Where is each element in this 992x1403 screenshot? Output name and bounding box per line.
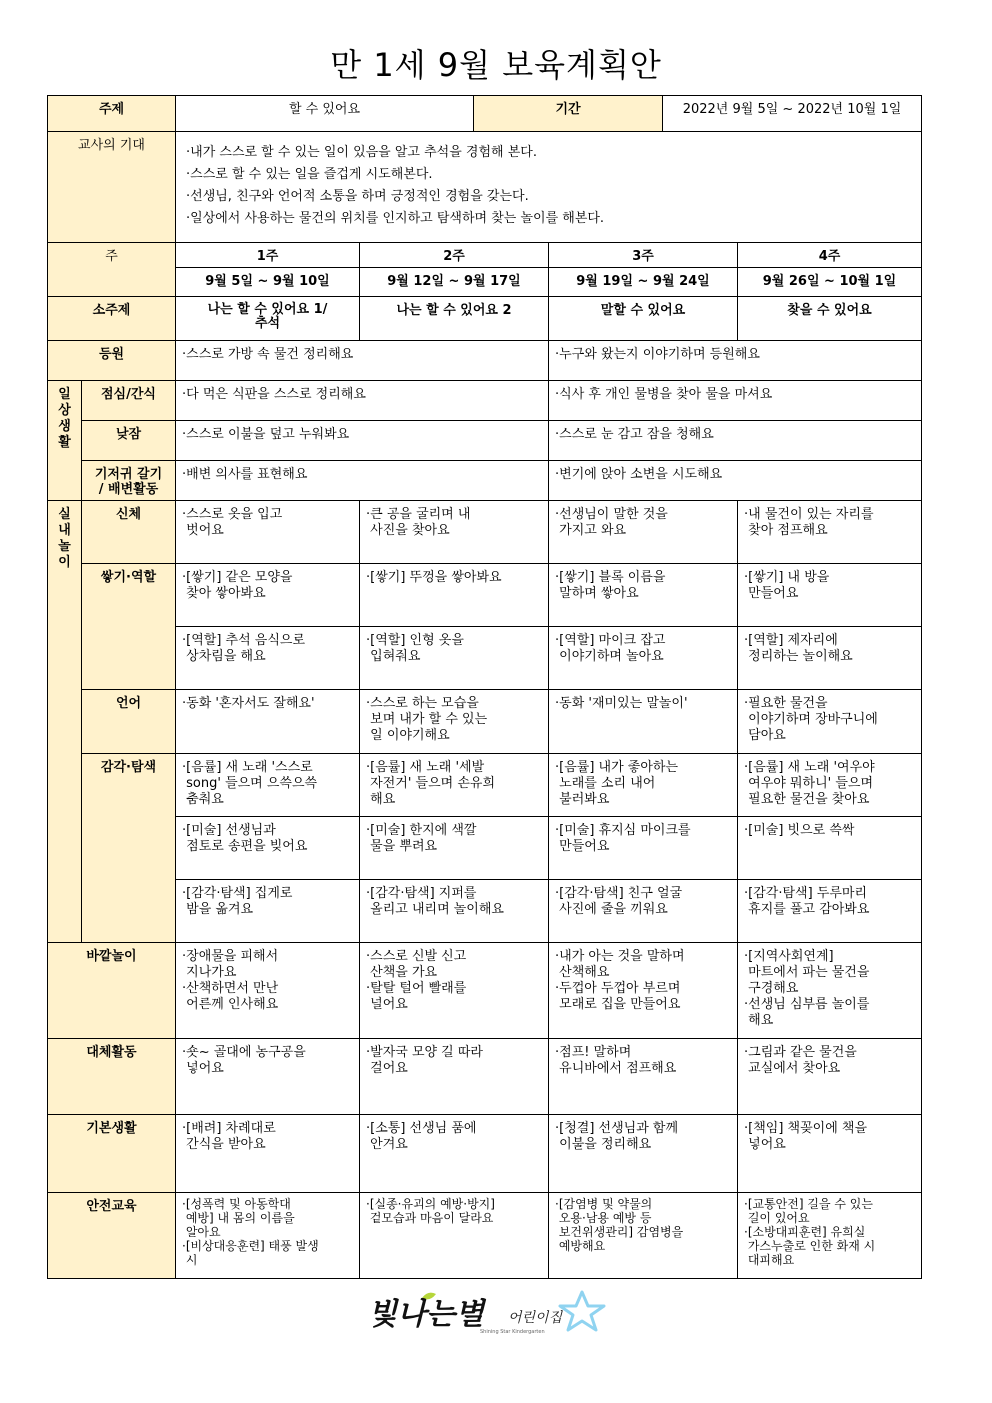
nap-1: ·스스로 이불을 덮고 누워봐요 (176, 420, 549, 460)
language-row (48, 690, 922, 753)
safety-1: ·[성폭력 및 아동학대 예방] 내 몸의 이름을 알아요 ·[비상대응훈련] 태풍 발생 시 (176, 1192, 360, 1278)
block-3: ·[쌓기] 블록 이름을 말하며 쌓아요 (549, 564, 738, 627)
role-2: ·[역할] 인형 옷을 입혀줘요 (360, 627, 549, 690)
teacher-label: 교사의 기대 (48, 132, 176, 243)
period-label: 기간 (474, 96, 663, 132)
physical-2: ·큰 공을 굴리며 내 사진을 찾아요 (360, 500, 549, 563)
art-2: ·[미술] 한지에 색깔 물을 뿌려요 (360, 816, 549, 879)
alternate-row (48, 1039, 922, 1115)
subtheme-label: 소주제 (48, 297, 176, 340)
art-4: ·[미술] 빗으로 쓱싹 (738, 816, 922, 879)
music-row (48, 753, 922, 816)
explore-2: ·[감각·탐색] 지퍼를 올리고 내리며 놀이해요 (360, 879, 549, 942)
subtheme-3: 말할 수 있어요 (549, 297, 738, 340)
art-row (48, 816, 922, 879)
art-3: ·[미술] 휴지심 마이크를 만들어요 (549, 816, 738, 879)
sensory-label: 감각·탐색 (82, 753, 176, 942)
diaper-1: ·배변 의사를 표현해요 (176, 460, 549, 500)
basic-2: ·[소통] 선생님 품에 안겨요 (360, 1115, 549, 1192)
arrival-1: ·스스로 가방 속 물건 정리해요 (176, 340, 549, 380)
nap-2: ·스스로 눈 감고 잠을 청해요 (549, 420, 922, 460)
block-role-label: 쌓기·역할 (82, 564, 176, 690)
week-1: 1주 (176, 243, 360, 268)
subtheme-4: 찾을 수 있어요 (738, 297, 922, 340)
role-3: ·[역할] 마이크 잡고 이야기하며 놀아요 (549, 627, 738, 690)
block-4: ·[쌓기] 내 방을 만들어요 (738, 564, 922, 627)
outdoor-row (48, 943, 922, 1039)
expectation-item: ·스스로 할 수 있는 일을 즐겁게 시도해본다. (186, 167, 433, 183)
week-dates-row (48, 268, 922, 297)
music-1: ·[음률] 새 노래 '스스로 song' 들으며 으쓱으쓱 춤춰요 (176, 753, 360, 816)
expectation-item: ·내가 스스로 할 수 있는 일이 있음을 알고 추석을 경험해 본다. (186, 145, 537, 161)
safety-4: ·[교통안전] 길을 수 있는 길이 있어요 ·[소방대피훈련] 유희실 가스누출로 인한 화재 시 대피해요 (738, 1192, 922, 1278)
basic-label: 기본생활 (48, 1115, 176, 1192)
explore-row (48, 879, 922, 942)
arrival-row (48, 340, 922, 380)
alternate-label: 대체활동 (48, 1039, 176, 1115)
nap-label: 낮잠 (82, 420, 176, 460)
lunch-label: 점심/간식 (82, 380, 176, 420)
lunch-1: ·다 먹은 식판을 스스로 정리해요 (176, 380, 549, 420)
theme-row (48, 96, 922, 132)
music-2: ·[음률] 새 노래 '세발 자전거' 들으며 손유희 해요 (360, 753, 549, 816)
outdoor-label: 바깥놀이 (48, 943, 176, 1039)
theme-value: 할 수 있어요 (176, 96, 474, 132)
logo-name: 빛나는별 (368, 1297, 484, 1332)
outdoor-4: ·[지역사회연계] 마트에서 파는 물건을 구경해요 ·선생님 심부름 놀이를 해요 (738, 943, 922, 1039)
nap-row (48, 420, 922, 460)
block-1: ·[쌓기] 같은 모양을 찾아 쌓아봐요 (176, 564, 360, 627)
outdoor-3: ·내가 아는 것을 말하며 산책해요 ·두껍아 두껍아 부르며 모래로 집을 만들어요 (549, 943, 738, 1039)
kindergarten-logo (360, 1288, 630, 1336)
music-4: ·[음률] 새 노래 '여우야 여우야 뭐하니' 들으며 필요한 물건을 찾아요 (738, 753, 922, 816)
language-label: 언어 (82, 690, 176, 753)
lunch-2: ·식사 후 개인 물병을 찾아 물을 마셔요 (549, 380, 922, 420)
safety-3: ·[감염병 및 약물의 오용·남용 예방 등 보건위생관리] 감염병을 예방해요 (549, 1192, 738, 1278)
indoor-play-label: 실내놀이 (48, 500, 82, 942)
role-row (48, 627, 922, 690)
diaper-2: ·변기에 앉아 소변을 시도해요 (549, 460, 922, 500)
explore-3: ·[감각·탐색] 친구 얼굴 사진에 줄을 끼워요 (549, 879, 738, 942)
outdoor-2: ·스스로 신발 신고 산책을 가요 ·탈탈 털어 빨래를 널어요 (360, 943, 549, 1039)
explore-4: ·[감각·탐색] 두루마리 휴지를 풀고 감아봐요 (738, 879, 922, 942)
expectation-item: ·일상에서 사용하는 물건의 위치를 인지하고 탐색하며 찾는 놀이를 해본다. (186, 211, 605, 227)
daily-life-label: 일상생활 (48, 380, 82, 500)
alternate-3: ·점프! 말하며 유니바에서 점프해요 (549, 1039, 738, 1115)
role-4: ·[역할] 제자리에 정리하는 놀이해요 (738, 627, 922, 690)
basic-3: ·[청결] 선생님과 함께 이불을 정리해요 (549, 1115, 738, 1192)
language-2: ·스스로 하는 모습을 보며 내가 할 수 있는 일 이야기해요 (360, 690, 549, 753)
logo-english: Shining Star Kindergarten (480, 1329, 545, 1335)
logo-suffix: 어린이집 (508, 1310, 563, 1326)
diaper-row (48, 460, 922, 500)
week-2-dates: 9월 12일 ~ 9월 17일 (360, 268, 549, 297)
subtheme-2: 나는 할 수 있어요 2 (360, 297, 549, 340)
subtheme-row (48, 297, 922, 340)
basic-1: ·[배려] 차례대로 간식을 받아요 (176, 1115, 360, 1192)
teacher-expectations (176, 132, 922, 243)
basic-4: ·[책임] 책꽂이에 책을 넣어요 (738, 1115, 922, 1192)
week-4: 4주 (738, 243, 922, 268)
language-1: ·동화 '혼자서도 잘해요' (176, 690, 360, 753)
physical-label: 신체 (82, 500, 176, 563)
explore-1: ·[감각·탐색] 집게로 밤을 옮겨요 (176, 879, 360, 942)
role-1: ·[역할] 추석 음식으로 상차림을 해요 (176, 627, 360, 690)
week-4-dates: 9월 26일 ~ 10월 1일 (738, 268, 922, 297)
teacher-row (48, 132, 922, 243)
page-title: 만 1세 9월 보육계획안 (330, 46, 662, 84)
expectation-item: ·선생님, 친구와 언어적 소통을 하며 긍정적인 경험을 갖는다. (186, 189, 529, 205)
week-2: 2주 (360, 243, 549, 268)
week-1-dates: 9월 5일 ~ 9월 10일 (176, 268, 360, 297)
basic-row (48, 1115, 922, 1192)
diaper-label: 기저귀 갈기 / 배변활동 (82, 460, 176, 500)
physical-3: ·선생님이 말한 것을 가지고 와요 (549, 500, 738, 563)
alternate-1: ·숏~ 골대에 농구공을 넣어요 (176, 1039, 360, 1115)
week-3-dates: 9월 19일 ~ 9월 24일 (549, 268, 738, 297)
physical-1: ·스스로 옷을 입고 벗어요 (176, 500, 360, 563)
alternate-4: ·그림과 같은 물건을 교실에서 찾아요 (738, 1039, 922, 1115)
block-2: ·[쌓기] 뚜껑을 쌓아봐요 (360, 564, 549, 627)
outdoor-1: ·장애물을 피해서 지나가요 ·산책하면서 만난 어른께 인사해요 (176, 943, 360, 1039)
week-3: 3주 (549, 243, 738, 268)
language-3: ·동화 '재미있는 말놀이' (549, 690, 738, 753)
music-3: ·[음률] 내가 좋아하는 노래를 소리 내어 불러봐요 (549, 753, 738, 816)
physical-row (48, 500, 922, 563)
art-1: ·[미술] 선생님과 점토로 송편을 빚어요 (176, 816, 360, 879)
subtheme-1: 나는 할 수 있어요 1/ 추석 (176, 297, 360, 340)
arrival-label: 등원 (48, 340, 176, 380)
block-row (48, 564, 922, 627)
plan-table (47, 95, 922, 1279)
star-icon (560, 1292, 604, 1330)
period-value: 2022년 9월 5일 ~ 2022년 10월 1일 (663, 96, 922, 132)
safety-2: ·[실종·유괴의 예방·방지] 겉모습과 마음이 달라요 (360, 1192, 549, 1278)
safety-row (48, 1192, 922, 1278)
lunch-row (48, 380, 922, 420)
physical-4: ·내 물건이 있는 자리를 찾아 점프해요 (738, 500, 922, 563)
alternate-2: ·발자국 모양 길 따라 걸어요 (360, 1039, 549, 1115)
week-label: 주 (48, 243, 176, 297)
arrival-2: ·누구와 왔는지 이야기하며 등원해요 (549, 340, 922, 380)
safety-label: 안전교육 (48, 1192, 176, 1278)
language-4: ·필요한 물건을 이야기하며 장바구니에 담아요 (738, 690, 922, 753)
theme-label: 주제 (48, 96, 176, 132)
week-row (48, 243, 922, 268)
